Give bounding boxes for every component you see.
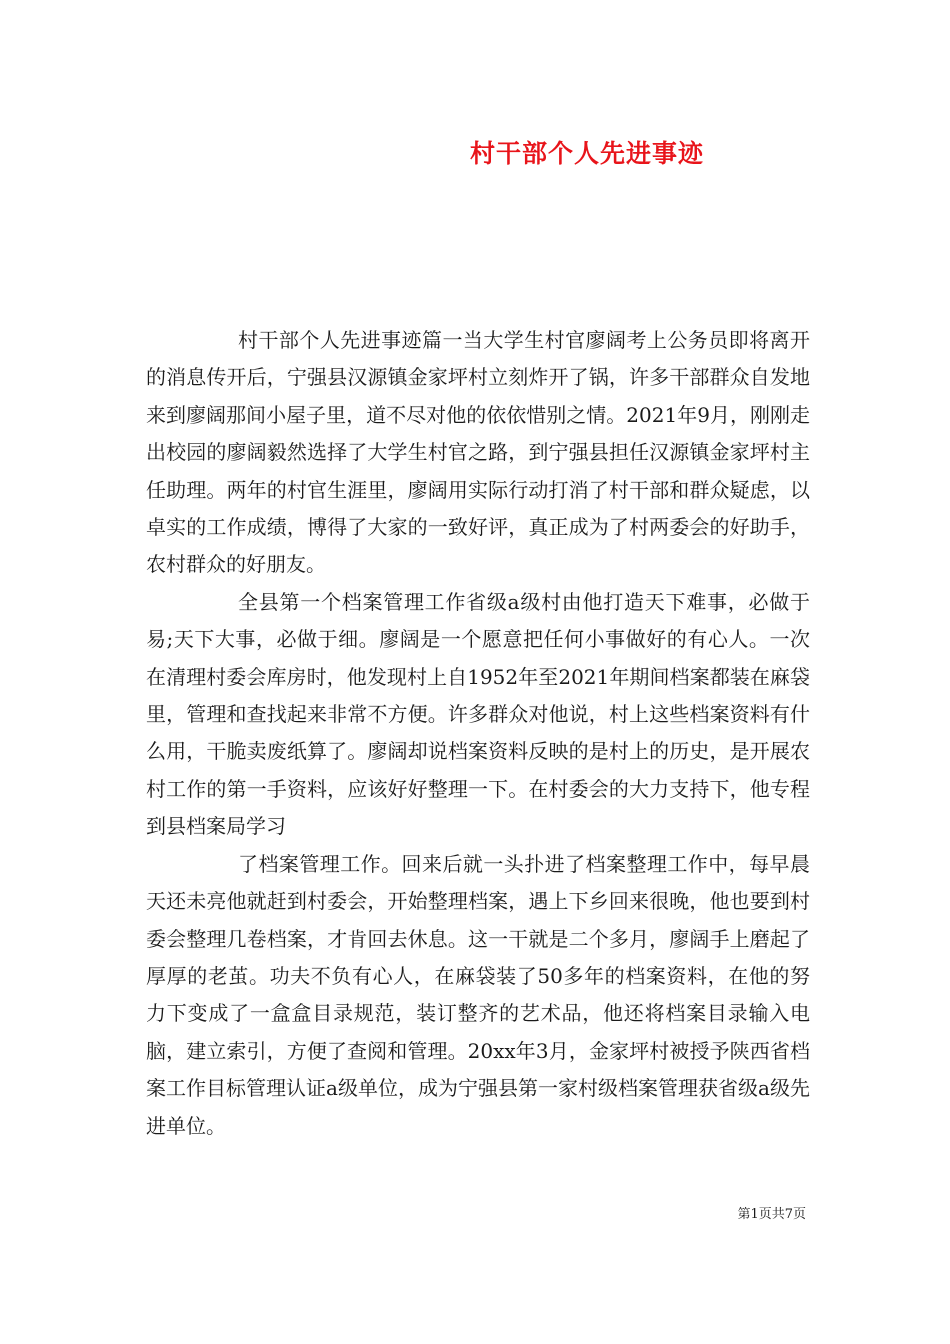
page-number: 第1页共7页 (737, 1207, 806, 1222)
document-body (146, 322, 810, 1145)
paragraph-1: 村干部个人先进事迹篇一当大学生村官廖阔考上公务员即将离开的消息传开后，宁强县汉源镇金家坪村立刻炸开了锅，许多干部群众自发地来到廖阔那间小屋子里，道不尽对他的依依惜别之情。2021年9月，刚刚走出校园的廖阔毅然选择了大学生村官之路，到宁强县担任汉源镇金家坪村主任助理。两年的村官生涯里，廖阔用实际行动打消了村干部和群众疑虑，以卓实的工作成绩，博得了大家的一致好评，真正成为了村两委会的好助手，农村群众的好朋友。 (146, 328, 810, 577)
paragraph-3: 了档案管理工作。回来后就一头扑进了档案整理工作中，每早晨天还未亮他就赶到村委会，开始整理档案，遇上下乡回来很晚，他也要到村委会整理几卷档案，才肯回去休息。这一干就是二个多月，廖阔手上磨起了厚厚的老茧。功夫不负有心人，在麻袋装了50多年的档案资料，在他的努力下变成了一盒盒目录规范，装订整齐的艺术品，他还将档案目录输入电脑，建立索引，方便了查阅和管理。20xx年3月，金家坪村被授予陕西省档案工作目标管理认证a级单位，成为宁强县第一家村级档案管理获省级a级先进单位。 (146, 851, 810, 1138)
paragraph-2: 全县第一个档案管理工作省级a级村由他打造天下难事，必做于易;天下大事，必做于细。廖阔是一个愿意把任何小事做好的有心人。一次在清理村委会库房时，他发现村上自1952年至2021年期间档案都装在麻袋里，管理和查找起来非常不方便。许多群众对他说，村上这些档案资料有什么用，干脆卖废纸算了。廖阔却说档案资料反映的是村上的历史，是开展农村工作的第一手资料，应该好好整理一下。在村委会的大力支持下，他专程到县档案局学习 (146, 589, 810, 839)
document-title: 村干部个人先进事迹 (470, 139, 705, 168)
